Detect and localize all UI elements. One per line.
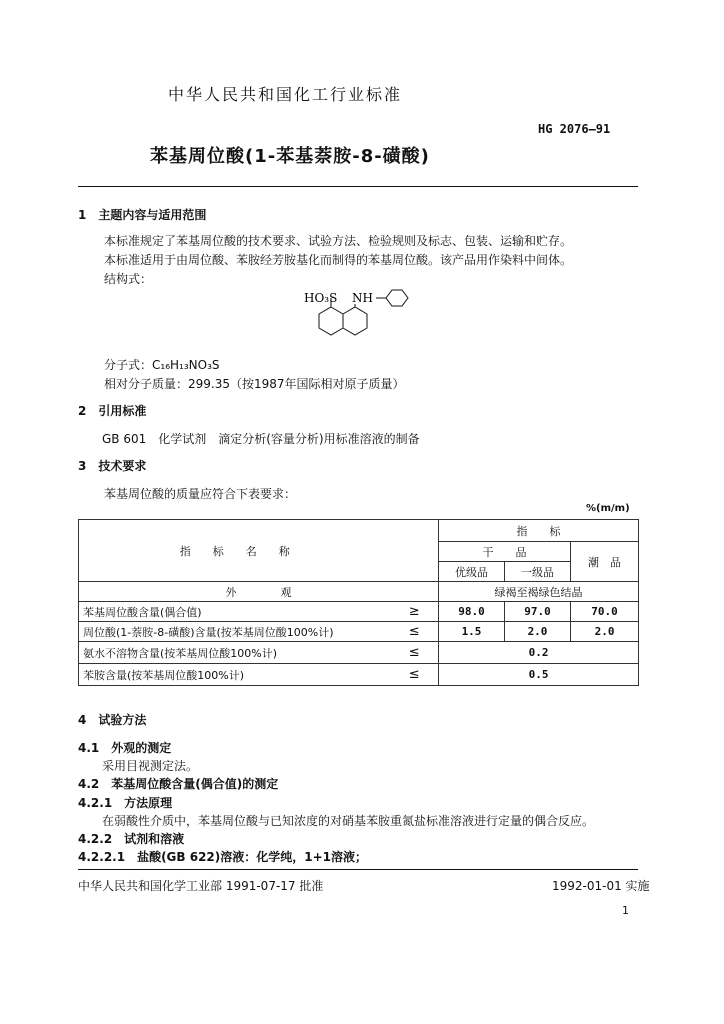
header-item-name: 指 标 名 称 <box>79 520 391 582</box>
nh-label: NH <box>352 291 373 305</box>
header-rule <box>78 186 638 187</box>
structure-label: 结构式： <box>104 272 153 286</box>
standard-code: HG 2076—91 <box>538 122 611 136</box>
row-sign: ≥ <box>391 602 439 622</box>
requirements-table <box>78 519 639 686</box>
row-name: 氨水不溶物含量(按苯基周位酸100%计) <box>79 642 391 664</box>
header-superior: 优级品 <box>439 562 505 582</box>
so3h-label: HO₃S <box>304 291 338 305</box>
section-3-heading: 3 技术要求 <box>78 459 147 473</box>
section-4-2-2-heading: 4.2.2 试剂和溶液 <box>78 832 185 846</box>
page-number: 1 <box>622 904 629 917</box>
standard-category: 中华人民共和国化工行业标准 <box>168 85 403 104</box>
header-wet: 潮 品 <box>571 542 639 582</box>
header-first: 一级品 <box>505 562 571 582</box>
row-value: 0.5 <box>439 664 639 686</box>
row-first: 2.0 <box>505 622 571 642</box>
table-row <box>79 602 639 622</box>
row-sign: ≤ <box>391 664 439 686</box>
row-sign: ≤ <box>391 622 439 642</box>
row-name: 周位酸(1-萘胺-8-磺酸)含量(按苯基周位酸100%计) <box>79 622 391 642</box>
row-value: 0.2 <box>439 642 639 664</box>
section-1-heading: 1 主题内容与适用范围 <box>78 208 207 222</box>
section-4-1-para: 采用目视测定法。 <box>102 759 199 773</box>
table-row <box>79 582 639 602</box>
section-1-para-2: 本标准适用于由周位酸、苯胺经芳胺基化而制得的苯基周位酸。该产品用作染料中间体。 <box>104 253 573 267</box>
reference-standard: GB 601 化学试剂 滴定分析(容量分析)用标准溶液的制备 <box>102 432 420 446</box>
molecular-mass: 相对分子质量：299.35（按1987年国际相对原子质量） <box>104 377 405 391</box>
header-sign-blank <box>391 520 439 582</box>
row-name: 苯胺含量(按苯基周位酸100%计) <box>79 664 391 686</box>
row-wet: 70.0 <box>571 602 639 622</box>
row-wet: 2.0 <box>571 622 639 642</box>
section-4-heading: 4 试验方法 <box>78 713 147 727</box>
header-indicator: 指 标 <box>439 520 639 542</box>
section-4-2-heading: 4.2 苯基周位酸含量(偶合值)的测定 <box>78 777 279 791</box>
table-row <box>79 642 639 664</box>
section-1-para-1: 本标准规定了苯基周位酸的技术要求、试验方法、检验规则及标志、包装、运输和贮存。 <box>104 234 573 248</box>
section-2-heading: 2 引用标准 <box>78 404 147 418</box>
footer-rule <box>78 869 638 870</box>
document-title: 苯基周位酸(1-苯基萘胺-8-磺酸) <box>150 146 430 167</box>
row-value: 绿褐至褐绿色结晶 <box>439 582 639 602</box>
row-name: 苯基周位酸含量(偶合值) <box>79 602 391 622</box>
table-row <box>79 622 639 642</box>
row-sign: ≤ <box>391 642 439 664</box>
molecular-formula: 分子式：C₁₆H₁₃NO₃S <box>104 358 220 372</box>
section-4-2-1-heading: 4.2.1 方法原理 <box>78 796 173 810</box>
approval-line: 中华人民共和国化学工业部 1991-07-17 批准 <box>78 879 324 893</box>
section-4-2-2-1-heading: 4.2.2.1 盐酸(GB 622)溶液：化学纯，1+1溶液； <box>78 850 368 864</box>
section-3-para: 苯基周位酸的质量应符合下表要求： <box>104 487 297 501</box>
requirements-table-wrap <box>78 519 638 697</box>
section-4-1-heading: 4.1 外观的测定 <box>78 741 172 755</box>
table-row <box>79 664 639 686</box>
row-superior: 98.0 <box>439 602 505 622</box>
structural-formula <box>300 284 420 356</box>
row-first: 97.0 <box>505 602 571 622</box>
section-4-2-1-para: 在弱酸性介质中，苯基周位酸与已知浓度的对硝基苯胺重氮盐标准溶液进行定量的偶合反应。 <box>102 814 595 828</box>
row-superior: 1.5 <box>439 622 505 642</box>
row-name: 外 观 <box>79 582 439 602</box>
header-dry: 干 品 <box>439 542 571 562</box>
effective-date: 1992-01-01 实施 <box>552 879 650 893</box>
phenyl-ring <box>376 290 408 306</box>
table-unit: %(m/m) <box>586 503 630 514</box>
